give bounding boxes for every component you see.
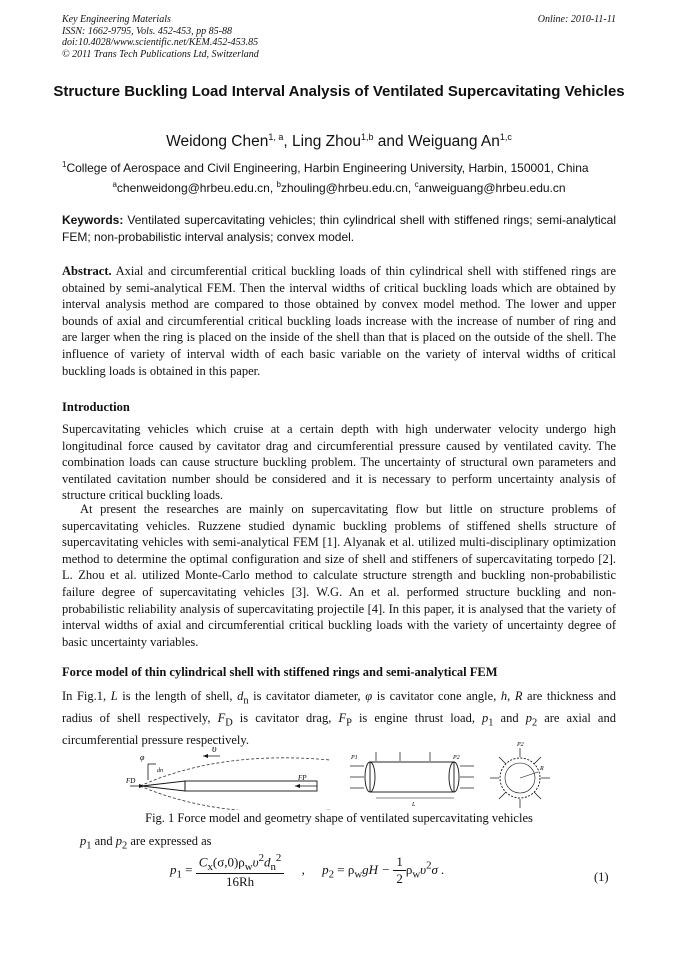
- eq-term: C: [198, 854, 208, 870]
- eq-term-sub: w: [244, 860, 253, 873]
- eq-term-sub: x: [207, 860, 213, 873]
- text-run: and: [91, 834, 116, 848]
- journal-copyright: © 2011 Trans Tech Publications Ltd, Switzerland: [62, 48, 259, 60]
- abstract-label: Abstract.: [62, 264, 112, 278]
- expression-intro: [80, 834, 212, 852]
- var-p2: p: [525, 711, 532, 726]
- var-dn-sub: n: [243, 695, 249, 707]
- label-p2: P2: [453, 755, 460, 761]
- section-heading-force-model: Force model of thin cylindrical shell with stiffened rings and semi-analytical FEM: [62, 665, 498, 679]
- email-a-sup: a: [112, 180, 117, 189]
- section-heading-introduction: Introduction: [62, 400, 130, 414]
- vehicle-diagram: [125, 744, 330, 810]
- cylinder-diagram: [350, 752, 474, 808]
- label-velocity: υ: [212, 744, 217, 755]
- author-3-sup: 1,c: [499, 132, 512, 142]
- email-b[interactable]: zhouling@hrbeu.edu.cn,: [280, 181, 415, 195]
- abstract: [62, 263, 616, 379]
- eq-term: d: [263, 854, 271, 870]
- online-date: Online: 2010-11-11: [537, 14, 616, 25]
- eq-lhs2: p: [322, 861, 329, 877]
- text-run: ,: [507, 689, 515, 703]
- journal-doi: doi:10.4028/www.scientific.net/KEM.452-453.85: [62, 37, 259, 49]
- eq-term-sub: w: [412, 868, 421, 881]
- eq-denominator-1: 16Rh: [225, 873, 255, 889]
- author-3: and Weiguang An: [373, 133, 500, 151]
- label-p2-top: P2: [517, 742, 524, 748]
- eq-fraction-1: [196, 852, 285, 890]
- eq-half-den: 2: [396, 871, 403, 887]
- text-run: and: [493, 711, 526, 726]
- var-FD: F: [217, 711, 226, 726]
- journal-issn: ISSN: 1662-9795, Vols. 452-453, pp 85-88: [62, 25, 232, 37]
- eq-term: gH −: [362, 861, 391, 877]
- figure-caption: Fig. 1 Force model and geometry shape of ventilated supercavitating vehicles: [145, 811, 533, 825]
- var-p2-sub: 2: [122, 840, 128, 852]
- intro-paragraph-2: At present the researches are mainly on supercavitating flow but little on structure problems of supercavitating vehicles. Ruzzene studied dynamic buckling problems of stiffened shells structure of supercavitating vehicles with semi-analytical FEM [1]. Alyanak et al. utilized multi-disciplinary optimization method to determine the optimal configuration and size of shell and stiffeners of supercavitating torpedo [2]. L. Zhou et al. utilized Monte-Carlo method to calculate structure strength and buckling non-probabilistic failure degree of supercavitating vehicles [3]. W.G. An et al. performed structure buckling and non-probabilistic reliability analysis of supercavitating projectile [4]. In this paper, it is analysed that the variety of interval widths of axial and circumferential critical buckling loads with the variety of uncertainty degree of basic uncertainty variables.: [62, 502, 616, 649]
- intro-paragraph-1: Supercavitating vehicles which cruise at a certain depth with high underwater velocity undergo high longitudinal force caused by cavitator drag and circumferential pressure caused by ventilated cavity. The combination loads can cause structure buckling problem. The uncertainty of structural own parameters and ventilated cavitation number should be considered and it is necessary to perform uncertainty analysis of structure critical buckling loads.: [62, 422, 616, 503]
- figure-1: [120, 740, 560, 810]
- eq-term: (σ,0)ρ: [212, 854, 245, 870]
- label-phi: φ: [140, 753, 145, 762]
- equation-1: [170, 852, 470, 902]
- var-p1: p: [80, 834, 87, 848]
- eq-fraction-half: [393, 854, 406, 887]
- label-p1: P1: [351, 755, 358, 761]
- var-p2: p: [115, 834, 123, 848]
- text-run: is engine thrust load,: [351, 711, 483, 726]
- author-2: , Ling Zhou: [283, 133, 361, 151]
- eq-term: υ: [252, 854, 259, 870]
- eq-lhs2-sub: 2: [328, 868, 334, 881]
- label-radius: R: [540, 766, 544, 772]
- var-L: L: [110, 689, 118, 703]
- text-run: are axial and circumferential pressure respectively.: [62, 711, 616, 748]
- eq-term: ρ: [405, 861, 413, 877]
- affiliation-text: College of Aerospace and Civil Engineering, Harbin Engineering University, Harbin, 150001, China: [66, 161, 589, 175]
- text-run: is cavitator cone angle,: [372, 689, 501, 703]
- text-run: In Fig.1,: [62, 689, 111, 703]
- ring-section-diagram: [490, 742, 550, 808]
- keywords: [62, 212, 616, 245]
- eq-term: υ: [420, 861, 427, 877]
- var-FP: F: [338, 711, 347, 726]
- var-p1-sub: 1: [86, 840, 92, 852]
- author-1-sup: 1, a: [268, 132, 284, 142]
- text-run: is cavitator diameter,: [248, 689, 366, 703]
- eq-term-sup: 2: [275, 852, 282, 864]
- eq-lhs1-sub: 1: [176, 868, 182, 881]
- var-p2-sub: 2: [531, 717, 538, 729]
- eq-term-sub: w: [354, 868, 363, 881]
- var-p1: p: [482, 711, 489, 726]
- keywords-label: Keywords:: [62, 213, 124, 227]
- affiliation-sup: 1: [62, 160, 67, 169]
- email-a[interactable]: chenweidong@hrbeu.edu.cn,: [116, 181, 277, 195]
- author-list: [40, 132, 638, 151]
- equation-number: (1): [594, 870, 609, 884]
- abstract-text: Axial and circumferential critical buckling loads of thin cylindrical shell with stiffened rings are obtained by semi-analytical FEM. Then the interval widths of critical buckling loads which are obtained by interval analysis method are compared to those obtained by convex model method. The lower and upper bounds of axial and circumferential critical buckling loads increase with the increase of number of ring and are larger when the ring is placed on the inside of the shell than that is placed on the outside of the shell. The influence of variety of interval width of each basic variable on the variety of interval widths of critical buckling loads is obtained in this paper.: [62, 264, 616, 378]
- eq-numerator-1: [196, 852, 285, 874]
- label-fp: FP: [298, 774, 307, 782]
- label-fd: FD: [126, 777, 136, 785]
- affiliation: [62, 158, 622, 175]
- var-R: R: [514, 689, 523, 703]
- text-run: is the length of shell,: [117, 689, 238, 703]
- journal-header: [62, 14, 616, 60]
- journal-name: Key Engineering Materials: [62, 14, 171, 25]
- var-FD-sub: D: [225, 717, 233, 729]
- eq-half-num: 1: [393, 854, 406, 871]
- label-dn: dn: [157, 768, 163, 774]
- eq-term: σ .: [431, 861, 445, 877]
- var-p1-sub: 1: [488, 717, 494, 729]
- text-run: are expressed as: [127, 834, 212, 848]
- eq-equals: =: [185, 861, 193, 877]
- eq-term-sup: 2: [258, 852, 264, 864]
- text-run: is cavitator drag,: [232, 711, 339, 726]
- eq-separator: ,: [301, 861, 305, 877]
- author-2-sup: 1,b: [360, 132, 374, 142]
- eq-term-sub: n: [270, 860, 276, 873]
- var-phi: φ: [365, 689, 373, 703]
- email-b-sup: b: [276, 180, 281, 189]
- text-run: are thickness and radius of shell respectively,: [62, 689, 617, 726]
- keywords-text: Ventilated supercavitating vehicles; thin cylindrical shell with stiffened rings; semi-analytical FEM; non-probabilistic interval analysis; convex model.: [62, 213, 616, 244]
- var-h: h: [500, 689, 508, 703]
- eq-term: = ρ: [337, 861, 355, 877]
- var-FP-sub: P: [346, 717, 352, 729]
- eq-lhs1: p: [170, 861, 177, 877]
- paper-title: Structure Buckling Load Interval Analysis of Ventilated Supercavitating Vehicles: [53, 83, 625, 100]
- author-1: Weidong Chen: [166, 133, 269, 151]
- email-c[interactable]: anweiguang@hrbeu.edu.cn: [418, 181, 566, 195]
- label-length: L: [412, 802, 416, 808]
- email-c-sup: c: [414, 180, 419, 189]
- var-dn: d: [237, 689, 244, 703]
- eq-term-sup: 2: [426, 859, 432, 872]
- author-emails: [62, 180, 616, 195]
